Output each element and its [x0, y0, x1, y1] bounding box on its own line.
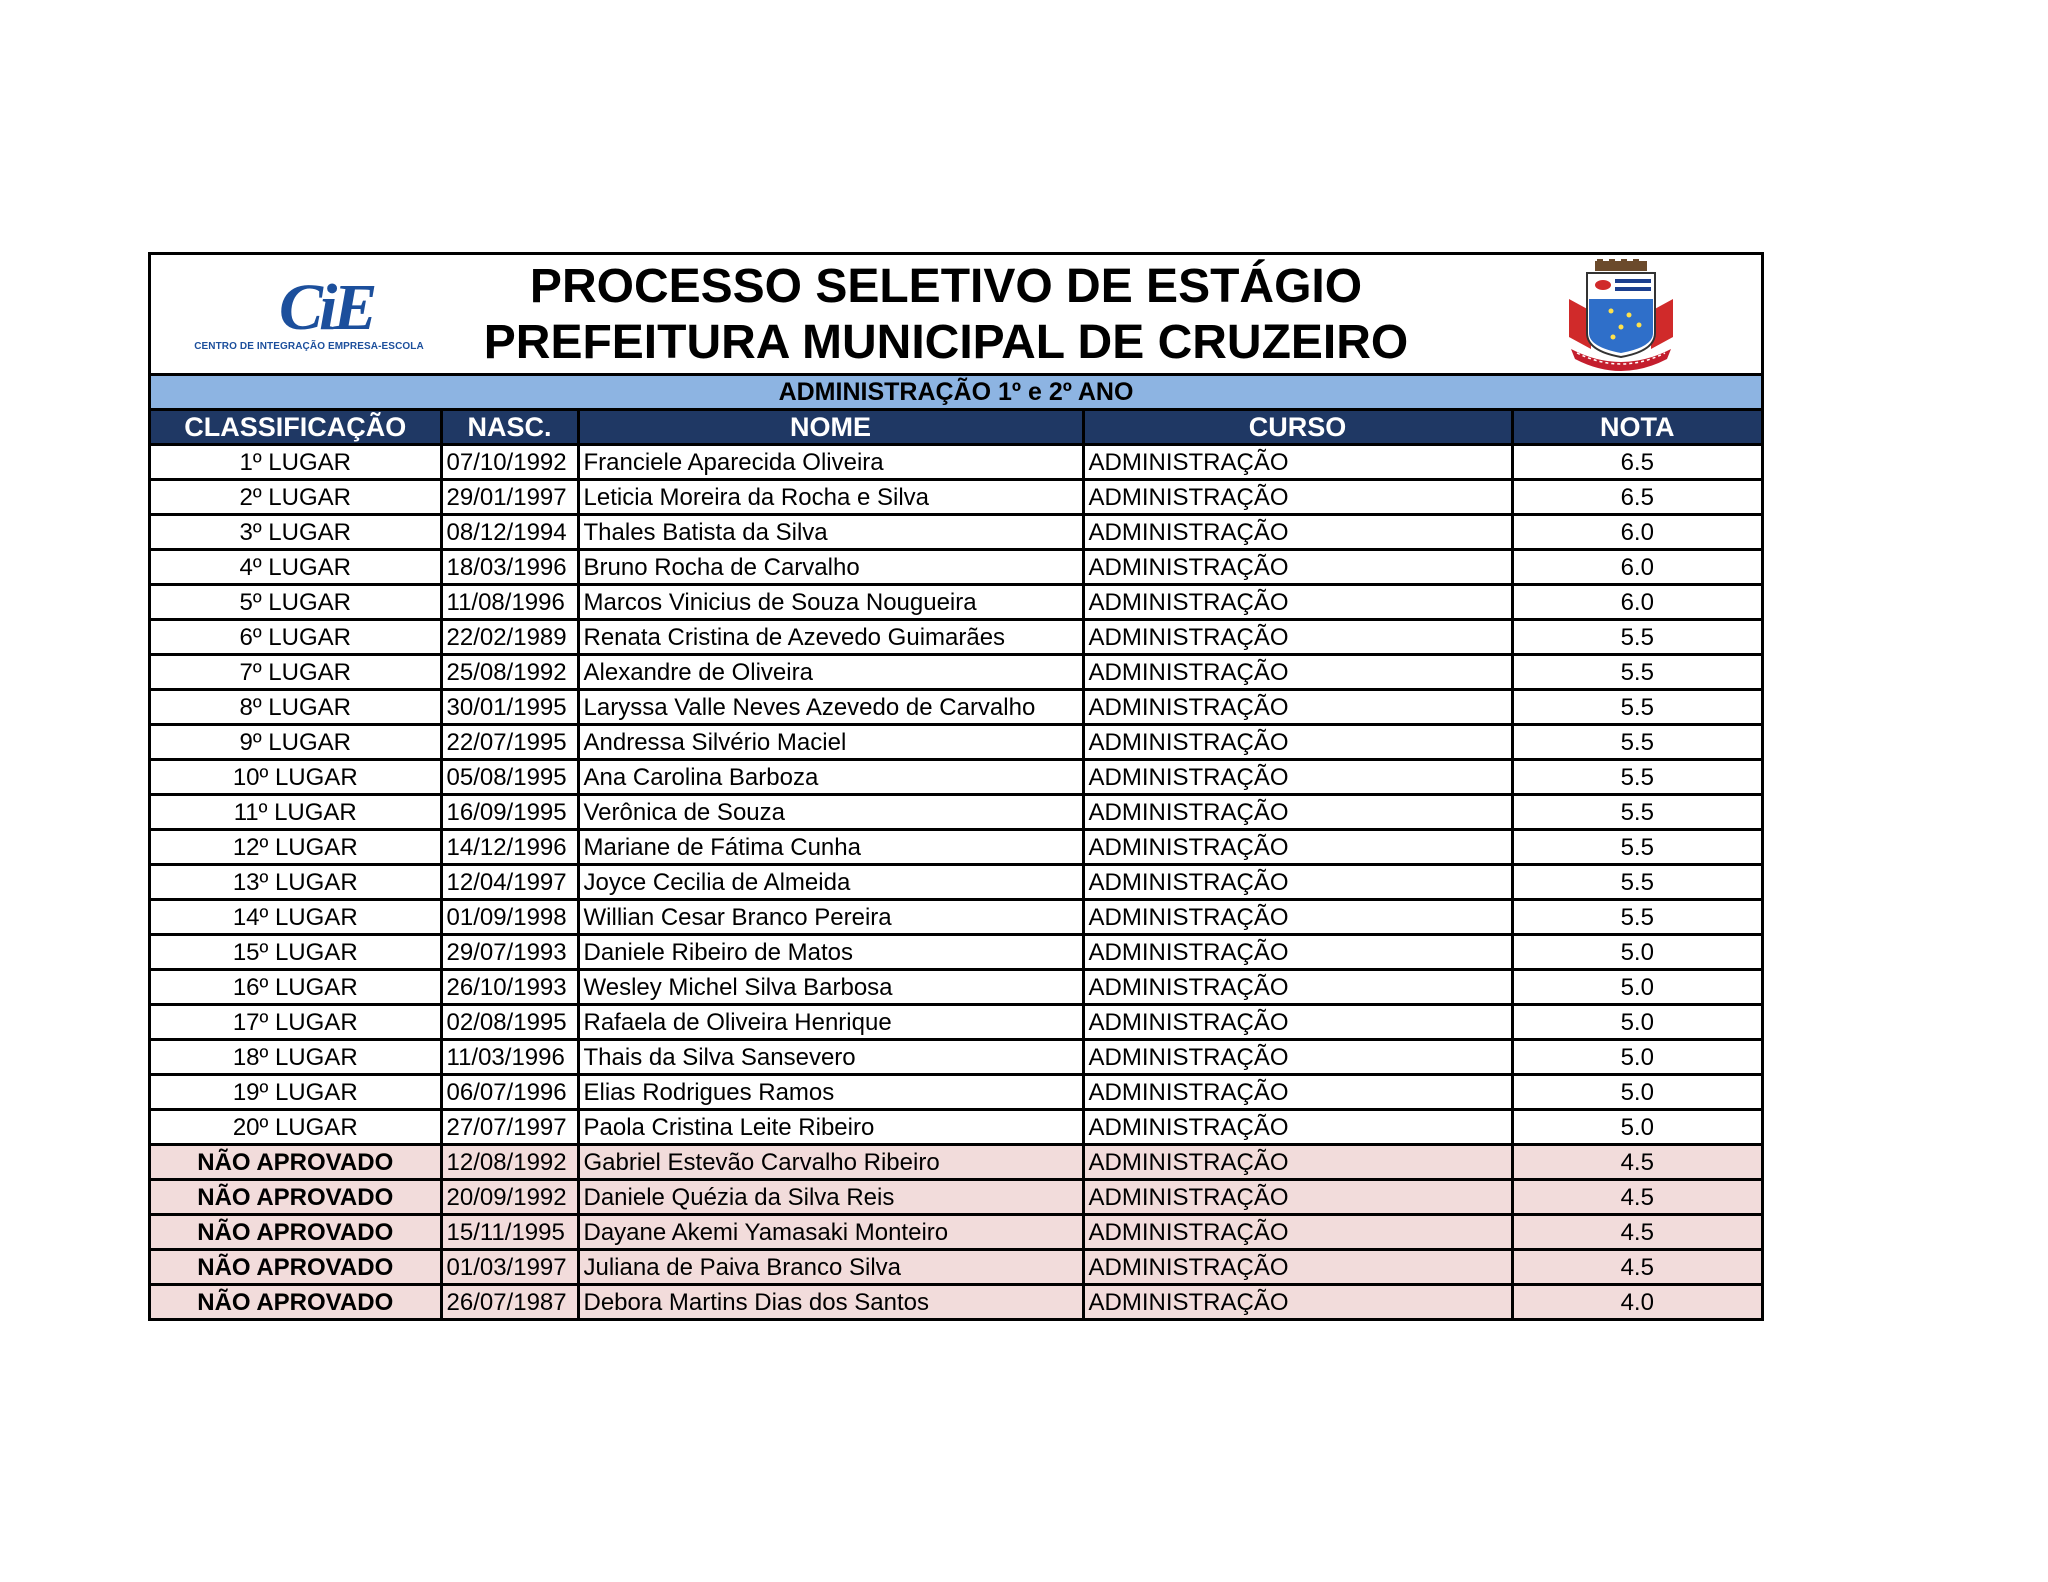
column-header-curso: CURSO	[1083, 411, 1512, 445]
table-row	[151, 1005, 1761, 1040]
nasc-cell: 26/10/1993	[441, 970, 578, 1005]
curso-cell: ADMINISTRAÇÃO	[1083, 725, 1512, 760]
column-header-classificacao: CLASSIFICAÇÃO	[151, 411, 441, 445]
nota-cell: 6.5	[1512, 480, 1761, 515]
classificacao-cell: 20º LUGAR	[151, 1110, 441, 1145]
table-row	[151, 935, 1761, 970]
curso-cell: ADMINISTRAÇÃO	[1083, 1285, 1512, 1319]
nasc-cell: 14/12/1996	[441, 830, 578, 865]
table-row	[151, 690, 1761, 725]
nasc-cell: 27/07/1997	[441, 1110, 578, 1145]
nota-cell: 5.0	[1512, 1005, 1761, 1040]
page-title	[441, 259, 1451, 371]
nome-cell: Willian Cesar Branco Pereira	[578, 900, 1083, 935]
classificacao-cell: 12º LUGAR	[151, 830, 441, 865]
nasc-cell: 11/08/1996	[441, 585, 578, 620]
curso-cell: ADMINISTRAÇÃO	[1083, 865, 1512, 900]
classificacao-cell: NÃO APROVADO	[151, 1145, 441, 1180]
nasc-cell: 12/04/1997	[441, 865, 578, 900]
nasc-cell: 25/08/1992	[441, 655, 578, 690]
cie-logo-mark: CiE	[279, 271, 374, 344]
nota-cell: 5.0	[1512, 1075, 1761, 1110]
table-row	[151, 620, 1761, 655]
curso-cell: ADMINISTRAÇÃO	[1083, 585, 1512, 620]
nota-cell: 4.0	[1512, 1285, 1761, 1319]
nasc-cell: 06/07/1996	[441, 1075, 578, 1110]
nota-cell: 5.5	[1512, 620, 1761, 655]
nasc-cell: 07/10/1992	[441, 445, 578, 480]
nasc-cell: 16/09/1995	[441, 795, 578, 830]
classificacao-cell: 2º LUGAR	[151, 480, 441, 515]
nome-cell: Mariane de Fátima Cunha	[578, 830, 1083, 865]
nasc-cell: 08/12/1994	[441, 515, 578, 550]
cie-logo	[189, 269, 429, 365]
nasc-cell: 22/07/1995	[441, 725, 578, 760]
table-row	[151, 480, 1761, 515]
table-body	[151, 445, 1761, 1319]
table-row	[151, 515, 1761, 550]
curso-cell: ADMINISTRAÇÃO	[1083, 900, 1512, 935]
classificacao-cell: 14º LUGAR	[151, 900, 441, 935]
nome-cell: Joyce Cecilia de Almeida	[578, 865, 1083, 900]
nome-cell: Andressa Silvério Maciel	[578, 725, 1083, 760]
classificacao-cell: 4º LUGAR	[151, 550, 441, 585]
nome-cell: Elias Rodrigues Ramos	[578, 1075, 1083, 1110]
table-row	[151, 1285, 1761, 1319]
nota-cell: 5.5	[1512, 725, 1761, 760]
classificacao-cell: 3º LUGAR	[151, 515, 441, 550]
curso-cell: ADMINISTRAÇÃO	[1083, 550, 1512, 585]
table-row	[151, 1075, 1761, 1110]
nota-cell: 5.0	[1512, 1110, 1761, 1145]
city-crest-icon	[1551, 259, 1691, 371]
table-row	[151, 1145, 1761, 1180]
nome-cell: Paola Cristina Leite Ribeiro	[578, 1110, 1083, 1145]
classificacao-cell: 5º LUGAR	[151, 585, 441, 620]
nota-cell: 5.0	[1512, 935, 1761, 970]
title-line-2: PREFEITURA MUNICIPAL DE CRUZEIRO	[483, 316, 1409, 369]
nome-cell: Verônica de Souza	[578, 795, 1083, 830]
classificacao-cell: 9º LUGAR	[151, 725, 441, 760]
nome-cell: Thais da Silva Sansevero	[578, 1040, 1083, 1075]
column-header-nome: NOME	[578, 411, 1083, 445]
table-row	[151, 445, 1761, 480]
table-row	[151, 550, 1761, 585]
nome-cell: Debora Martins Dias dos Santos	[578, 1285, 1083, 1319]
classificacao-cell: NÃO APROVADO	[151, 1250, 441, 1285]
nota-cell: 4.5	[1512, 1250, 1761, 1285]
nome-cell: Marcos Vinicius de Souza Nougueira	[578, 585, 1083, 620]
nasc-cell: 05/08/1995	[441, 760, 578, 795]
title-line-1: PROCESSO SELETIVO DE ESTÁGIO	[529, 260, 1363, 313]
nome-cell: Rafaela de Oliveira Henrique	[578, 1005, 1083, 1040]
nome-cell: Ana Carolina Barboza	[578, 760, 1083, 795]
table-row	[151, 585, 1761, 620]
nome-cell: Bruno Rocha de Carvalho	[578, 550, 1083, 585]
curso-cell: ADMINISTRAÇÃO	[1083, 1040, 1512, 1075]
nasc-cell: 18/03/1996	[441, 550, 578, 585]
nasc-cell: 11/03/1996	[441, 1040, 578, 1075]
nota-cell: 6.0	[1512, 515, 1761, 550]
nome-cell: Franciele Aparecida Oliveira	[578, 445, 1083, 480]
curso-cell: ADMINISTRAÇÃO	[1083, 935, 1512, 970]
classificacao-cell: NÃO APROVADO	[151, 1285, 441, 1319]
classificacao-cell: 10º LUGAR	[151, 760, 441, 795]
curso-cell: ADMINISTRAÇÃO	[1083, 1250, 1512, 1285]
nome-cell: Dayane Akemi Yamasaki Monteiro	[578, 1215, 1083, 1250]
curso-cell: ADMINISTRAÇÃO	[1083, 690, 1512, 725]
nome-cell: Daniele Ribeiro de Matos	[578, 935, 1083, 970]
curso-cell: ADMINISTRAÇÃO	[1083, 445, 1512, 480]
column-header-nota: NOTA	[1512, 411, 1761, 445]
classificacao-cell: 11º LUGAR	[151, 795, 441, 830]
classificacao-cell: 7º LUGAR	[151, 655, 441, 690]
nota-cell: 6.0	[1512, 585, 1761, 620]
table-row	[151, 725, 1761, 760]
nota-cell: 4.5	[1512, 1215, 1761, 1250]
nasc-cell: 02/08/1995	[441, 1005, 578, 1040]
table-row	[151, 1215, 1761, 1250]
results-sheet	[148, 252, 1764, 1321]
table-row	[151, 760, 1761, 795]
nome-cell: Wesley Michel Silva Barbosa	[578, 970, 1083, 1005]
curso-cell: ADMINISTRAÇÃO	[1083, 795, 1512, 830]
section-heading: ADMINISTRAÇÃO 1º e 2º ANO	[151, 376, 1761, 411]
nome-cell: Renata Cristina de Azevedo Guimarães	[578, 620, 1083, 655]
curso-cell: ADMINISTRAÇÃO	[1083, 1215, 1512, 1250]
curso-cell: ADMINISTRAÇÃO	[1083, 480, 1512, 515]
nota-cell: 5.5	[1512, 900, 1761, 935]
table-row	[151, 970, 1761, 1005]
curso-cell: ADMINISTRAÇÃO	[1083, 760, 1512, 795]
curso-cell: ADMINISTRAÇÃO	[1083, 830, 1512, 865]
table-header-row	[151, 411, 1761, 445]
nasc-cell: 15/11/1995	[441, 1215, 578, 1250]
nota-cell: 5.5	[1512, 865, 1761, 900]
nasc-cell: 30/01/1995	[441, 690, 578, 725]
classificacao-cell: NÃO APROVADO	[151, 1215, 441, 1250]
nota-cell: 5.0	[1512, 1040, 1761, 1075]
classificacao-cell: 6º LUGAR	[151, 620, 441, 655]
title-banner	[151, 255, 1761, 376]
classificacao-cell: 1º LUGAR	[151, 445, 441, 480]
nome-cell: Daniele Quézia da Silva Reis	[578, 1180, 1083, 1215]
nota-cell: 5.5	[1512, 795, 1761, 830]
nome-cell: Laryssa Valle Neves Azevedo de Carvalho	[578, 690, 1083, 725]
nasc-cell: 29/01/1997	[441, 480, 578, 515]
nome-cell: Alexandre de Oliveira	[578, 655, 1083, 690]
nome-cell: Juliana de Paiva Branco Silva	[578, 1250, 1083, 1285]
classificacao-cell: 16º LUGAR	[151, 970, 441, 1005]
table-row	[151, 830, 1761, 865]
curso-cell: ADMINISTRAÇÃO	[1083, 1110, 1512, 1145]
curso-cell: ADMINISTRAÇÃO	[1083, 1180, 1512, 1215]
nasc-cell: 26/07/1987	[441, 1285, 578, 1319]
classificacao-cell: 19º LUGAR	[151, 1075, 441, 1110]
column-header-nasc: NASC.	[441, 411, 578, 445]
curso-cell: ADMINISTRAÇÃO	[1083, 515, 1512, 550]
nota-cell: 6.0	[1512, 550, 1761, 585]
nasc-cell: 20/09/1992	[441, 1180, 578, 1215]
classificacao-cell: 18º LUGAR	[151, 1040, 441, 1075]
nome-cell: Leticia Moreira da Rocha e Silva	[578, 480, 1083, 515]
nasc-cell: 01/09/1998	[441, 900, 578, 935]
curso-cell: ADMINISTRAÇÃO	[1083, 1075, 1512, 1110]
classificacao-cell: 8º LUGAR	[151, 690, 441, 725]
classificacao-cell: 15º LUGAR	[151, 935, 441, 970]
table-row	[151, 900, 1761, 935]
nasc-cell: 01/03/1997	[441, 1250, 578, 1285]
classificacao-cell: NÃO APROVADO	[151, 1180, 441, 1215]
nasc-cell: 22/02/1989	[441, 620, 578, 655]
results-table	[151, 411, 1761, 1318]
table-row	[151, 865, 1761, 900]
nasc-cell: 29/07/1993	[441, 935, 578, 970]
curso-cell: ADMINISTRAÇÃO	[1083, 620, 1512, 655]
classificacao-cell: 13º LUGAR	[151, 865, 441, 900]
nasc-cell: 12/08/1992	[441, 1145, 578, 1180]
table-row	[151, 655, 1761, 690]
nota-cell: 5.5	[1512, 655, 1761, 690]
curso-cell: ADMINISTRAÇÃO	[1083, 1145, 1512, 1180]
nome-cell: Gabriel Estevão Carvalho Ribeiro	[578, 1145, 1083, 1180]
classificacao-cell: 17º LUGAR	[151, 1005, 441, 1040]
table-row	[151, 1110, 1761, 1145]
curso-cell: ADMINISTRAÇÃO	[1083, 1005, 1512, 1040]
nota-cell: 4.5	[1512, 1145, 1761, 1180]
curso-cell: ADMINISTRAÇÃO	[1083, 970, 1512, 1005]
curso-cell: ADMINISTRAÇÃO	[1083, 655, 1512, 690]
nota-cell: 4.5	[1512, 1180, 1761, 1215]
table-row	[151, 1040, 1761, 1075]
nota-cell: 5.0	[1512, 970, 1761, 1005]
nota-cell: 6.5	[1512, 445, 1761, 480]
cie-logo-tagline: CENTRO DE INTEGRAÇÃO EMPRESA-ESCOLA	[194, 341, 424, 352]
nota-cell: 5.5	[1512, 690, 1761, 725]
table-row	[151, 1180, 1761, 1215]
table-row	[151, 1250, 1761, 1285]
nota-cell: 5.5	[1512, 830, 1761, 865]
nome-cell: Thales Batista da Silva	[578, 515, 1083, 550]
nota-cell: 5.5	[1512, 760, 1761, 795]
table-row	[151, 795, 1761, 830]
